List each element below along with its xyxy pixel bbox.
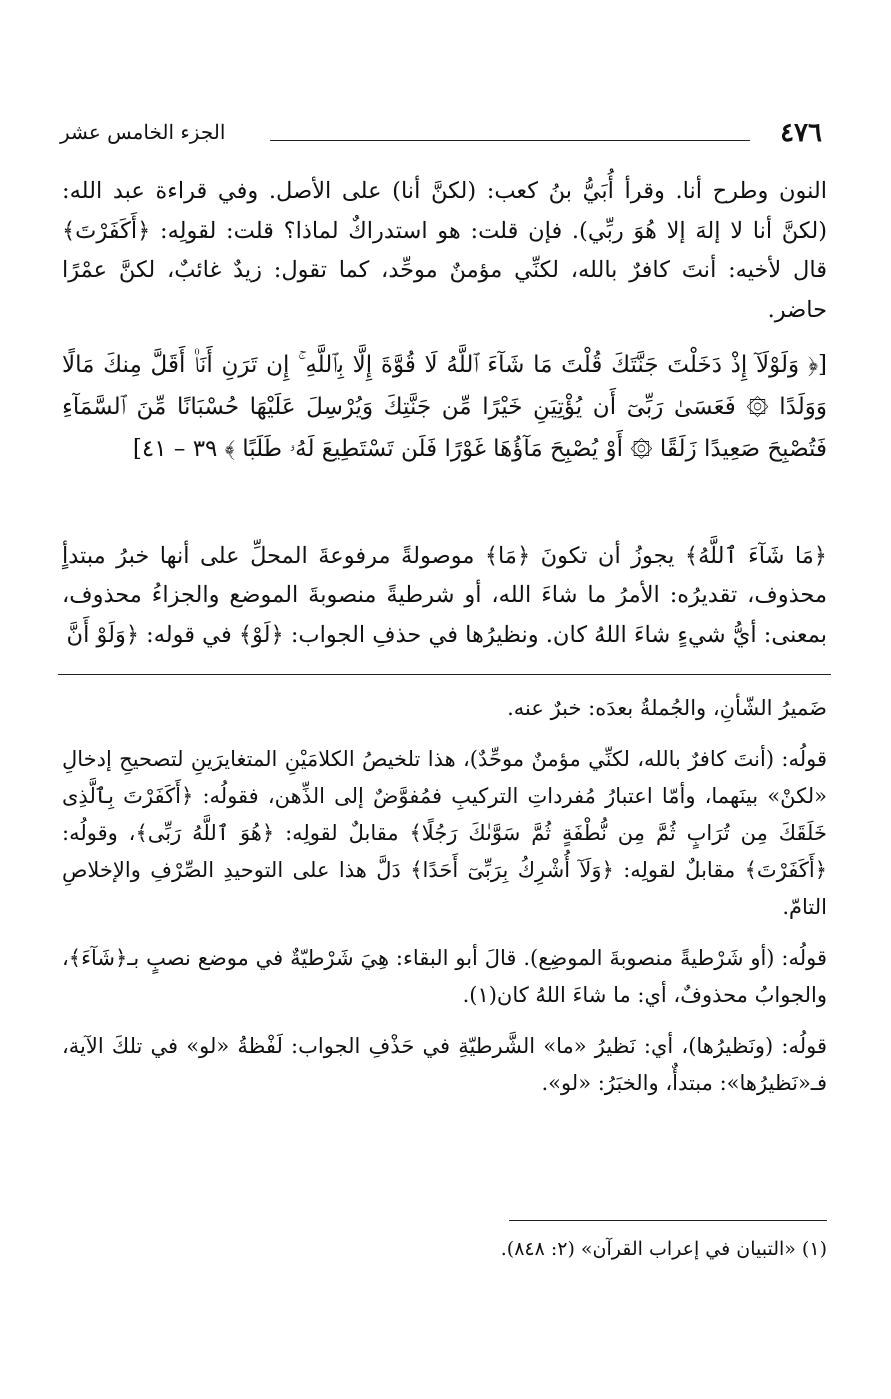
commentary-paragraph: ضَميرُ الشّأنِ، والجُملةُ بعدَه: خبرٌ عنه. [507,696,827,720]
commentary [62,690,827,1116]
main-paragraph-2: ﴿مَا شَآءَ ٱللَّهُ﴾ يجوزُ أن تكونَ ﴿مَا﴾ موصولةً مرفوعةَ المحلِّ على أنها خبرُ مبتدأٍ محذوف، تقديرُه: الأمرُ ما شاءَ الله، أو شرطيةً منصوبةَ الموضع والجزاءُ محذوف، بمعنى: أيُّ شيءٍ شاءَ اللهُ كان. ونظيرُها في حذفِ الجواب: ﴿لَوْ﴾ في قوله: ﴿وَلَوْ أَنَّ [62,542,827,648]
footnote-rule [509,1220,827,1221]
main-text [62,172,827,330]
header-rule [270,140,750,141]
commentary-separator [58,674,831,675]
quran-verses: [﴿ وَلَوْلَآ إِذْ دَخَلْتَ جَنَّتَكَ قُلْتَ مَا شَآءَ ٱللَّهُ لَا قُوَّةَ إِلَّا بِٱللَّهِ ۚ إِن تَرَنِ أَنَا۠ أَقَلَّ مِنكَ مَالًا وَوَلَدًا ۞ فَعَسَىٰ رَبِّىٓ أَن يُؤْتِيَنِ خَيْرًا مِّن جَنَّتِكَ وَيُرْسِلَ عَلَيْهَا حُسْبَانًا مِّنَ ٱلسَّمَآءِ فَتُصْبِحَ صَعِيدًا زَلَقًا ۞ أَوْ يُصْبِحَ مَآؤُهَا غَوْرًا فَلَن تَسْتَطِيعَ لَهُۥ طَلَبًا ﴾ ٣٩ – ٤١] [62,352,827,462]
commentary-paragraph: قولُه: (ونَظيرُها)، أي: نَظيرُ «ما» الشَّرطيّةِ في حَذْفِ الجواب: لَفْظةُ «لو» في تلكَ الآية، فـ«نَظيرُها»: مبتدأٌ، والخبَرُ: «لو». [62,1034,827,1095]
running-title: الجزء الخامس عشر [60,120,226,144]
commentary-paragraph: قولُه: (أو شَرْطيةً منصوبةَ الموضِع). قالَ أبو البقاء: هِيَ شَرْطيّةٌ في موضع نصبٍ بـ﴿شَآءَ﴾، والجوابُ محذوفٌ، أي: ما شاءَ اللهُ كان(١). [62,946,827,1007]
page-number: ٤٧٦ [780,118,822,148]
commentary-paragraph: قولُه: (أنتَ كافرٌ بالله، لكنِّي مؤمنٌ موحِّدٌ)، هذا تلخيصُ الكلامَيْنِ المتغايرَينِ لتصحيحِ إدخالِ «لكنْ» بينَهما، وأمّا اعتبارُ مُفرداتِ التركيبِ فمُفوَّضٌ إلى الذِّهن، فقولُه: ﴿أَكَفَرْتَ بِٱلَّذِى خَلَقَكَ مِن تُرَابٍ ثُمَّ مِن نُّطْفَةٍ ثُمَّ سَوَّىٰكَ رَجُلًا﴾ مقابلٌ لقولِه: ﴿هُوَ ٱللَّهُ رَبِّى﴾، وقولُه: ﴿أَكَفَرْتَ﴾ مقابلٌ لقولِه: ﴿وَلَآ أُشْرِكُ بِرَبِّىٓ أَحَدًا﴾ دَلَّ هذا على التوحيدِ الصِّرْفِ والإخلاصِ التامّ. [62,747,827,919]
footnote: (١) «التبيان في إعراب القرآن» (٢: ٨٤٨). [500,1238,827,1260]
page-header [60,118,822,158]
main-paragraph: النون وطرح أنا. وقرأ أُبَيُّ بنُ كعب: (لكنَّ أنا) على الأصل. وفي قراءة عبد الله: (لكنَّ أنا لا إلهَ إلا هُوَ ربِّي). فإن قلت: هو استدراكٌ لماذا؟ قلت: لقولِه: ﴿أَكَفَرْتَ﴾ قال لأخيه: أنتَ كافرٌ بالله، لكنِّي مؤمنٌ موحِّد، كما تقول: زيدٌ غائبٌ، لكنَّ عمْرًا حاضر. [62,178,827,323]
main-text-2 [62,514,827,678]
